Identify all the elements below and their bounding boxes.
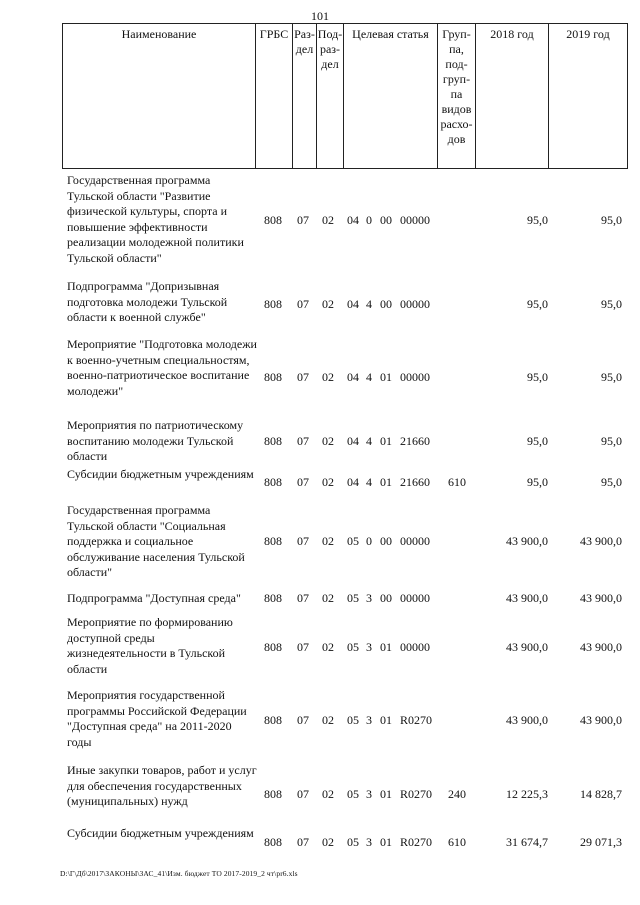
target-part-cell: 3	[366, 640, 372, 654]
target-part-cell: 00	[380, 534, 392, 548]
value-2019-cell: 43 900,0	[580, 591, 622, 605]
group-cell: 610	[448, 835, 466, 849]
target-part-cell: 21660	[400, 434, 430, 448]
target-part-cell: 04	[347, 297, 359, 311]
target-part-cell: 4	[366, 297, 372, 311]
value-2019-cell: 14 828,7	[580, 787, 622, 801]
razdel-cell: 07	[297, 787, 309, 801]
target-part-cell: 00000	[400, 640, 430, 654]
value-2018-cell: 43 900,0	[506, 534, 548, 548]
page-number: 101	[311, 9, 329, 23]
header-group: Груп- па, под- груп- па видов расхо- дов	[438, 24, 476, 168]
grbs-cell: 808	[264, 591, 282, 605]
grbs-cell: 808	[264, 213, 282, 227]
value-2018-cell: 43 900,0	[506, 591, 548, 605]
grbs-cell: 808	[264, 297, 282, 311]
table-row	[62, 337, 628, 417]
table-row	[62, 418, 628, 467]
grbs-cell: 808	[264, 434, 282, 448]
target-part-cell: 05	[347, 640, 359, 654]
razdel-cell: 07	[297, 434, 309, 448]
grbs-cell: 808	[264, 713, 282, 727]
value-2019-cell: 95,0	[601, 434, 622, 448]
target-part-cell: R0270	[400, 835, 433, 849]
target-part-cell: 05	[347, 534, 359, 548]
value-2019-cell: 29 071,3	[580, 835, 622, 849]
razdel-cell: 07	[297, 835, 309, 849]
razdel-cell: 07	[297, 534, 309, 548]
target-part-cell: 00000	[400, 534, 430, 548]
table-row	[62, 763, 628, 827]
target-part-cell: 01	[380, 434, 392, 448]
grbs-cell: 808	[264, 787, 282, 801]
row-name: Иные закупки товаров, работ и услуг для обеспечения государственных (муниципальных) нужд	[67, 763, 257, 808]
podrazdel-cell: 02	[322, 787, 334, 801]
row-name: Мероприятия по патриотическому воспитанию молодежи Тульской области	[67, 418, 244, 463]
row-name: Мероприятие "Подготовка молодежи к военно-учетным специальностям, военно-патриотическое воспитание молодежи"	[67, 337, 257, 398]
value-2019-cell: 95,0	[601, 370, 622, 384]
target-part-cell: 0	[366, 534, 372, 548]
razdel-cell: 07	[297, 213, 309, 227]
podrazdel-cell: 02	[322, 434, 334, 448]
header-razdel: Раз- дел	[293, 24, 317, 168]
target-part-cell: 05	[347, 591, 359, 605]
podrazdel-cell: 02	[322, 713, 334, 727]
podrazdel-cell: 02	[322, 534, 334, 548]
value-2018-cell: 95,0	[527, 213, 548, 227]
value-2019-cell: 43 900,0	[580, 640, 622, 654]
value-2018-cell: 43 900,0	[506, 713, 548, 727]
table-row	[62, 173, 628, 269]
footer-file-path: D:\Г\Дб\2017\ЗАКОНЫ\ЗАС_41\Изм. бюджет ТО 2017-2019_2 чт\pr6.xls	[60, 869, 298, 878]
grbs-cell: 808	[264, 475, 282, 489]
row-name: Субсидии бюджетным учреждениям	[67, 826, 254, 840]
target-part-cell: 4	[366, 370, 372, 384]
target-part-cell: 00	[380, 213, 392, 227]
target-part-cell: 21660	[400, 475, 430, 489]
podrazdel-cell: 02	[322, 640, 334, 654]
grbs-cell: 808	[264, 534, 282, 548]
podrazdel-cell: 02	[322, 297, 334, 311]
target-part-cell: 00000	[400, 297, 430, 311]
target-part-cell: 04	[347, 213, 359, 227]
podrazdel-cell: 02	[322, 370, 334, 384]
target-part-cell: 01	[380, 475, 392, 489]
target-part-cell: 00000	[400, 213, 430, 227]
value-2018-cell: 95,0	[527, 434, 548, 448]
table-row	[62, 826, 628, 862]
table-row	[62, 688, 628, 752]
target-part-cell: 4	[366, 475, 372, 489]
target-part-cell: R0270	[400, 713, 433, 727]
row-name: Мероприятие по формированию доступной среды жизнедеятельности в Тульской области	[67, 615, 233, 676]
target-part-cell: 3	[366, 591, 372, 605]
target-part-cell: 01	[380, 787, 392, 801]
target-part-cell: 3	[366, 835, 372, 849]
header-target-article: Целевая статья	[344, 24, 438, 168]
row-name: Субсидии бюджетным учреждениям	[67, 467, 254, 481]
value-2018-cell: 12 225,3	[506, 787, 548, 801]
table-row	[62, 615, 628, 679]
value-2019-cell: 95,0	[601, 297, 622, 311]
header-2018: 2018 год	[476, 24, 549, 168]
target-part-cell: 01	[380, 835, 392, 849]
value-2019-cell: 43 900,0	[580, 713, 622, 727]
row-name: Государственная программа Тульской области "Социальная поддержка и социальное обслуживание населения Тульской области"	[67, 503, 245, 579]
target-part-cell: 04	[347, 370, 359, 384]
row-name: Государственная программа Тульской области "Развитие физической культуры, спорта и повышение эффективности реализации молодежной политики Тульской области"	[67, 173, 244, 265]
podrazdel-cell: 02	[322, 213, 334, 227]
value-2019-cell: 95,0	[601, 213, 622, 227]
grbs-cell: 808	[264, 835, 282, 849]
razdel-cell: 07	[297, 713, 309, 727]
header-2019: 2019 год	[566, 27, 610, 41]
group-cell: 610	[448, 475, 466, 489]
header-grbs: ГРБС	[256, 24, 293, 168]
target-part-cell: 00000	[400, 591, 430, 605]
table-row	[62, 467, 628, 501]
value-2018-cell: 95,0	[527, 475, 548, 489]
value-2018-cell: 31 674,7	[506, 835, 548, 849]
podrazdel-cell: 02	[322, 835, 334, 849]
value-2019-cell: 95,0	[601, 475, 622, 489]
grbs-cell: 808	[264, 640, 282, 654]
target-part-cell: 04	[347, 434, 359, 448]
value-2018-cell: 95,0	[527, 370, 548, 384]
razdel-cell: 07	[297, 370, 309, 384]
razdel-cell: 07	[297, 297, 309, 311]
target-part-cell: 05	[347, 787, 359, 801]
target-part-cell: 4	[366, 434, 372, 448]
razdel-cell: 07	[297, 591, 309, 605]
target-part-cell: 01	[380, 370, 392, 384]
target-part-cell: 00	[380, 297, 392, 311]
grbs-cell: 808	[264, 370, 282, 384]
value-2019-cell: 43 900,0	[580, 534, 622, 548]
row-name: Мероприятия государственной программы Российской Федерации "Доступная среда" на 2011-2020 годы	[67, 688, 247, 749]
table-row	[62, 503, 628, 583]
target-part-cell: 0	[366, 213, 372, 227]
value-2018-cell: 43 900,0	[506, 640, 548, 654]
value-2018-cell: 95,0	[527, 297, 548, 311]
razdel-cell: 07	[297, 475, 309, 489]
podrazdel-cell: 02	[322, 475, 334, 489]
target-part-cell: 00000	[400, 370, 430, 384]
target-part-cell: 04	[347, 475, 359, 489]
table-row	[62, 279, 628, 328]
podrazdel-cell: 02	[322, 591, 334, 605]
target-part-cell: 3	[366, 787, 372, 801]
row-name: Подпрограмма "Доступная среда"	[67, 591, 241, 605]
table-header	[62, 23, 628, 169]
target-part-cell: R0270	[400, 787, 433, 801]
target-part-cell: 01	[380, 640, 392, 654]
target-part-cell: 00	[380, 591, 392, 605]
table-row	[62, 591, 628, 613]
header-podrazdel: Под- раз- дел	[317, 24, 344, 168]
target-part-cell: 01	[380, 713, 392, 727]
row-name: Подпрограмма "Допризывная подготовка молодежи Тульской области к военной службе"	[67, 279, 228, 324]
group-cell: 240	[448, 787, 466, 801]
target-part-cell: 05	[347, 713, 359, 727]
target-part-cell: 05	[347, 835, 359, 849]
razdel-cell: 07	[297, 640, 309, 654]
target-part-cell: 3	[366, 713, 372, 727]
header-name: Наименование	[63, 24, 256, 168]
